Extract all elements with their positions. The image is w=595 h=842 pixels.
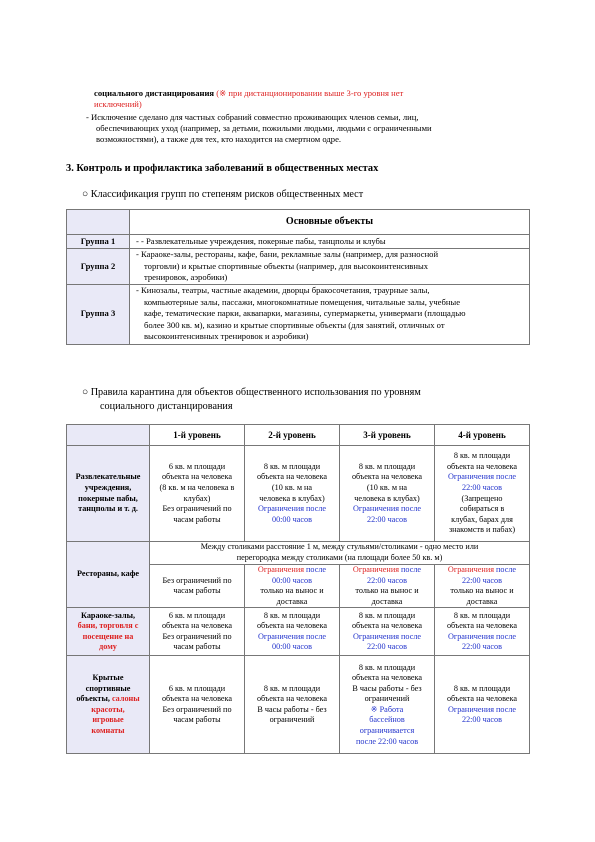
cell-karaoke-level-4: 8 кв. м площади объекта на человека Ограничения после 22:00 часов — [435, 608, 530, 656]
row-head-indoor-sports: Крытые спортивные объекты, салоны красоты, игровые комнаты — [67, 656, 150, 754]
cell-karaoke-level-2: 8 кв. м площади объекта на человека Ограничения после 00:00 часов — [245, 608, 340, 656]
quarantine-title: ○ Правила карантина для объектов общественного использования по уровням социального дистанцирования — [82, 387, 421, 412]
table1-header: Основные объекты — [130, 210, 530, 235]
cell-entertainment-level-2: 8 кв. м площади объекта на человека (10 кв. м на человека в клубах) Ограничения после 00:00 часов — [245, 446, 340, 542]
exception-line: обеспечивающих уход (например, за детьми, пожилыми людьми, людьми с ограниченными — [96, 123, 432, 134]
cell-entertainment-level-4: 8 кв. м площади объекта на человека Ограничения после 22:00 часов (Запрещено собираться в клубах, барах для знакомств и пабах) — [435, 446, 530, 542]
cell-entertainment-level-3: 8 кв. м площади объекта на человека (10 кв. м на человека в клубах) Ограничения после 22:00 часов — [340, 446, 435, 542]
cell-karaoke-level-3: 8 кв. м площади объекта на человека Ограничения после 22:00 часов — [340, 608, 435, 656]
risk-groups-table — [66, 209, 530, 345]
row-head-restaurants: Рестораны, кафе — [67, 542, 150, 608]
cell-restaurants-level-4: Ограничения после 22:00 часов только на вынос и доставка — [435, 565, 530, 608]
group-2-objects: - Караоке-залы, рестораны, кафе, бани, рекламные залы (например, для разносной торговли) и крытые спортивные объекты (например, для высокоинтенсивных тренировок, аэробики) — [130, 249, 530, 285]
exception-note — [86, 112, 546, 146]
row-head-entertainment: Развлекательные учреждения, покерные пабы, танцполы и т. д. — [67, 446, 150, 542]
group-label: Группа 3 — [67, 284, 130, 344]
exception-line: возможностями), а также для тех, кто находится на смертном одре. — [96, 134, 342, 145]
cell-karaoke-level-1: 6 кв. м площади объекта на человека Без ограничений по часам работы — [150, 608, 245, 656]
intro-red-note-2: исключений) — [94, 99, 142, 110]
exception-line: - Исключение сделано для частных собраний совместно проживающих членов семьи, лиц, — [86, 112, 419, 122]
level-1-header: 1-й уровень — [150, 425, 245, 446]
cell-restaurants-level-3: Ограничения после 22:00 часов только на вынос и доставка — [340, 565, 435, 608]
level-2-header: 2-й уровень — [245, 425, 340, 446]
cell-sports-level-4: 8 кв. м площади объекта на человека Ограничения после 22:00 часов — [435, 656, 530, 754]
cell-sports-level-3: 8 кв. м площади объекта на человека В часы работы - без ограничений ※ Работа бассейнов ограничивается после 22:00 часов — [340, 656, 435, 754]
cell-entertainment-level-1: 6 кв. м площади объекта на человека (8 кв. м на человека в клубах) Без ограничений по часам работы — [150, 446, 245, 542]
level-3-header: 3-й уровень — [340, 425, 435, 446]
group-3-objects: - Кинозалы, театры, частные академии, дворцы бракосочетания, траурные залы, компьютерные залы, пассажи, многокомнатные помещения, читальные залы, учебные кафе, тематические парки, аквапарки, магазины, супермаркеты, универмаги (площадью более 300 кв. м), казино и крытые спортивные объекты (для занятий, отличных от высокоинтенсивных тренировок и аэробики) — [130, 284, 530, 344]
cell-sports-level-2: 8 кв. м площади объекта на человека В часы работы - без ограничений — [245, 656, 340, 754]
intro-block — [94, 88, 534, 110]
intro-bold: социального дистанцирования — [94, 88, 215, 98]
corner-cell — [67, 425, 150, 446]
row-head-karaoke: Караоке-залы, бани, торговля с посещение на дому — [67, 608, 150, 656]
cell-sports-level-1: 6 кв. м площади объекта на человека Без ограничений по часам работы — [150, 656, 245, 754]
group-label: Группа 1 — [67, 235, 130, 249]
group-label: Группа 2 — [67, 249, 130, 285]
level-4-header: 4-й уровень — [435, 425, 530, 446]
classification-title: ○ Классификация групп по степеням рисков общественных мест — [82, 189, 364, 200]
cell-restaurants-level-1: Без ограничений по часам работы — [150, 565, 245, 608]
quarantine-rules-table — [66, 424, 530, 754]
group-1-objects: - - Развлекательные учреждения, покерные пабы, танцполы и клубы — [130, 235, 530, 249]
cell-restaurants-level-2: Ограничения после 00:00 часов только на вынос и доставка — [245, 565, 340, 608]
section-3-title: 3. Контроль и профилактика заболеваний в общественных местах — [66, 163, 379, 174]
intro-red-note: (※ при дистанционировании выше 3-го уровня нет — [214, 88, 404, 98]
restaurants-common-rule: Между столиками расстояние 1 м, между стульями/столиками - одно место или перегородка между столиками (на площади более 50 кв. м) — [150, 542, 530, 565]
